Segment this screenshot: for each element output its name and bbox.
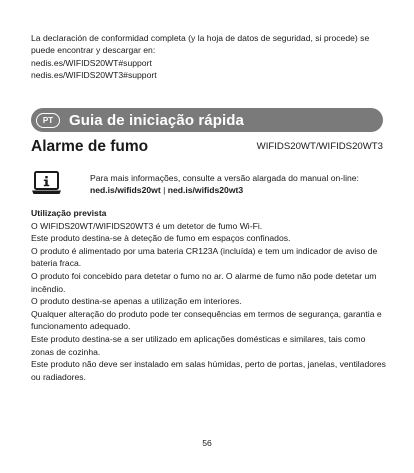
paragraph: O produto foi concebido para detetar o fumo no ar. O alarme de fumo não pode detetar um incêndio. <box>31 270 377 294</box>
manual-link[interactable]: ned.is/wifids20wt3 <box>167 184 244 195</box>
manual-link[interactable]: ned.is/wifids20wt <box>90 184 161 195</box>
paragraph: Qualquer alteração do produto pode ter consequências em termos de segurança, garantia e funcionamento adequado. <box>31 308 382 332</box>
paragraph: Este produto não deve ser instalado em salas húmidas, perto de portas, janelas, ventiladores ou radiadores. <box>31 359 386 382</box>
section-banner <box>31 108 383 132</box>
page-title: Alarme de fumo <box>31 138 149 155</box>
banner-title: Guia de iniciação rápida <box>69 111 244 129</box>
conformity-declaration <box>31 32 383 81</box>
paragraph: Este produto destina-se à deteção de fumo em espaços confinados. <box>31 233 291 244</box>
online-manual-note <box>90 173 385 196</box>
model-number: WIFIDS20WT/WIFIDS20WT3 <box>256 141 383 152</box>
language-badge: PT <box>36 113 60 128</box>
support-link[interactable]: nedis.es/WIFIDS20WT3#support <box>31 69 157 80</box>
intended-use-section <box>31 207 387 383</box>
paragraph: Este produto destina-se a ser utilizado em aplicações domésticas e similares, tais como zonas de cozinha. <box>31 333 366 357</box>
conformity-text: La declaración de conformidad completa (y la hoja de datos de seguridad, si procede) se puede encontrar y descargar en: <box>31 33 370 56</box>
laptop-info-icon <box>31 171 62 195</box>
link-separator: | <box>160 184 168 195</box>
support-link[interactable]: nedis.es/WIFIDS20WT#support <box>31 57 152 68</box>
paragraph: O WIFIDS20WT/WIFIDS20WT3 é um detetor de fumo Wi-Fi. <box>31 220 263 231</box>
section-heading: Utilização prevista <box>31 208 107 218</box>
manual-note-text: Para mais informações, consulte a versão alargada do manual on-line: <box>90 173 359 183</box>
paragraph: O produto destina-se apenas a utilização em interiores. <box>31 296 242 307</box>
title-row <box>31 138 383 160</box>
paragraph: O produto é alimentado por uma bateria CR123A (incluída) e tem um indicador de aviso de bateria fraca. <box>31 245 378 269</box>
page-number: 56 <box>202 438 212 448</box>
